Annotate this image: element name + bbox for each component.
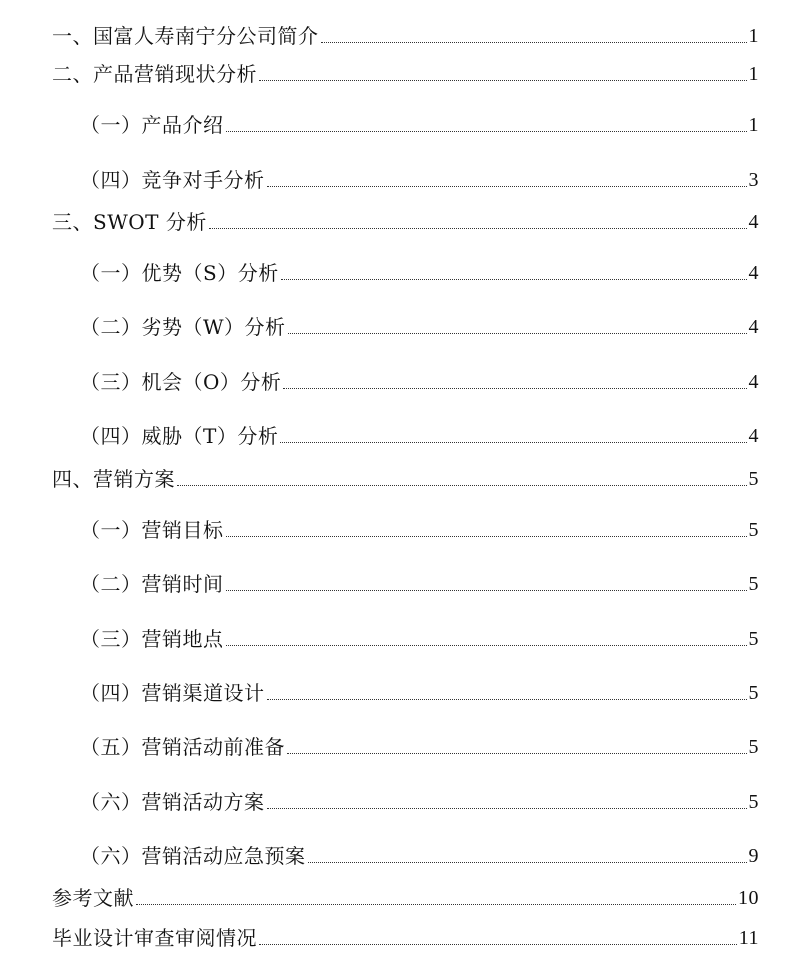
- dot-leader: [226, 535, 747, 537]
- toc-entry-page-number: 1: [748, 114, 759, 136]
- toc-entry-page-number: 4: [748, 316, 759, 338]
- toc-entry-page-number: 4: [748, 262, 759, 284]
- toc-entry[interactable]: [80, 679, 759, 707]
- toc-entry-title: （一）产品介绍: [80, 113, 224, 137]
- toc-entry-title: （六）营销活动应急预案: [80, 844, 306, 868]
- toc-entry-title: （三）机会（O）分析: [80, 370, 282, 394]
- dot-leader: [259, 943, 737, 945]
- toc-entry-title: 二、产品营销现状分析: [52, 62, 257, 86]
- toc-entry-title: （四）营销渠道设计: [80, 681, 265, 705]
- dot-leader: [226, 644, 747, 646]
- dot-leader: [177, 484, 747, 486]
- toc-entry[interactable]: [80, 733, 759, 761]
- toc-entry-page-number: 5: [748, 682, 759, 704]
- dot-leader: [283, 387, 746, 389]
- dot-leader: [267, 185, 747, 187]
- toc-entry[interactable]: [80, 516, 759, 544]
- dot-leader: [226, 589, 747, 591]
- toc-entry[interactable]: [52, 208, 759, 236]
- toc-entry[interactable]: [80, 111, 759, 139]
- toc-entry-page-number: 11: [738, 927, 759, 949]
- toc-entry[interactable]: [52, 22, 759, 50]
- toc-entry-title: 三、SWOT 分析: [52, 210, 207, 234]
- toc-entry[interactable]: [80, 166, 759, 194]
- toc-entry[interactable]: [52, 924, 759, 952]
- dot-leader: [226, 130, 747, 132]
- toc-entry[interactable]: [80, 368, 759, 396]
- toc-entry-title: （一）营销目标: [80, 518, 224, 542]
- toc-entry-title: （二）劣势（W）分析: [80, 315, 286, 339]
- toc-entry-title: （四）威胁（T）分析: [80, 424, 279, 448]
- toc-entry[interactable]: [80, 259, 759, 287]
- toc-entry-page-number: 4: [748, 425, 759, 447]
- toc-entry-page-number: 1: [748, 25, 759, 47]
- toc-entry[interactable]: [52, 465, 759, 493]
- toc-entry-title: （六）营销活动方案: [80, 790, 265, 814]
- toc-entry[interactable]: [80, 788, 759, 816]
- toc-entry[interactable]: [52, 884, 759, 912]
- toc-entry-title: 一、国富人寿南宁分公司简介: [52, 24, 319, 48]
- toc-entry-page-number: 1: [748, 63, 759, 85]
- toc-entry[interactable]: [52, 60, 759, 88]
- toc-entry-page-number: 9: [748, 845, 759, 867]
- dot-leader: [287, 752, 747, 754]
- toc-entry-title: （一）优势（S）分析: [80, 261, 279, 285]
- toc-entry-page-number: 3: [748, 169, 759, 191]
- dot-leader: [136, 903, 736, 905]
- dot-leader: [281, 278, 747, 280]
- toc-entry-title: （五）营销活动前准备: [80, 735, 285, 759]
- toc-entry-title: （四）竞争对手分析: [80, 168, 265, 192]
- toc-entry-title: 毕业设计审查审阅情况: [52, 926, 257, 950]
- toc-entry[interactable]: [80, 842, 759, 870]
- dot-leader: [288, 332, 747, 334]
- dot-leader: [209, 227, 747, 229]
- dot-leader: [308, 861, 747, 863]
- dot-leader: [267, 698, 747, 700]
- toc-entry[interactable]: [80, 625, 759, 653]
- toc-entry[interactable]: [80, 313, 759, 341]
- toc-entry[interactable]: [80, 570, 759, 598]
- toc-entry-page-number: 5: [748, 628, 759, 650]
- toc-entry-page-number: 10: [738, 887, 759, 909]
- toc-entry-page-number: 4: [748, 211, 759, 233]
- toc-entry-title: 四、营销方案: [52, 467, 175, 491]
- dot-leader: [321, 41, 747, 43]
- dot-leader: [259, 79, 747, 81]
- dot-leader: [280, 441, 746, 443]
- toc-entry-page-number: 5: [748, 791, 759, 813]
- toc-entry-title: 参考文献: [52, 886, 134, 910]
- toc-entry-page-number: 5: [748, 468, 759, 490]
- toc-entry-page-number: 5: [748, 736, 759, 758]
- dot-leader: [267, 807, 747, 809]
- toc-entry[interactable]: [80, 422, 759, 450]
- toc-entry-page-number: 5: [748, 519, 759, 541]
- toc-entry-title: （三）营销地点: [80, 627, 224, 651]
- toc-entry-page-number: 5: [748, 573, 759, 595]
- toc-entry-title: （二）营销时间: [80, 572, 224, 596]
- toc-entry-page-number: 4: [748, 371, 759, 393]
